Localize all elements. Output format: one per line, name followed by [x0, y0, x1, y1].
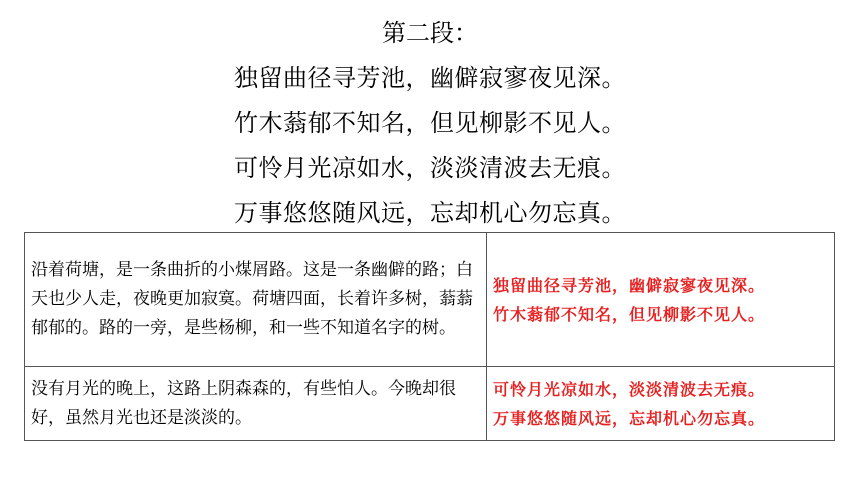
verse-cell [487, 367, 835, 441]
prose-cell: 没有月光的晚上，这路上阴森森的，有些怕人。今晚却很好，虽然月光也还是淡淡的。 [25, 367, 487, 441]
verse-cell [487, 233, 835, 367]
poem-line-1: 独留曲径寻芳池，幽僻寂寥夜见深。 [234, 64, 626, 92]
verse-line: 独留曲径寻芳池，幽僻寂寥夜见深。 [493, 275, 766, 295]
table-row [25, 367, 835, 441]
poem-line-3: 可怜月光凉如水，淡淡清波去无痕。 [234, 154, 626, 182]
verse-line: 竹木蓊郁不知名，但见柳影不见人。 [493, 304, 766, 324]
section-title: 第二段： [382, 19, 478, 47]
poem-line-2: 竹木蓊郁不知名，但见柳影不见人。 [234, 109, 626, 137]
prose-cell: 沿着荷塘，是一条曲折的小煤屑路。这是一条幽僻的路；白天也少人走，夜晚更加寂寞。荷塘四面，长着许多树，蓊蓊郁郁的。路的一旁，是些杨柳，和一些不知道名字的树。 [25, 233, 487, 367]
poem-line-4: 万事悠悠随风远，忘却机心勿忘真。 [234, 199, 626, 227]
verse-line: 可怜月光凉如水，淡淡清波去无痕。 [493, 379, 766, 399]
verse-line: 万事悠悠随风远，忘却机心勿忘真。 [493, 408, 766, 428]
table-row [25, 233, 835, 367]
poem-section [0, 18, 860, 243]
comparison-table [24, 232, 835, 441]
